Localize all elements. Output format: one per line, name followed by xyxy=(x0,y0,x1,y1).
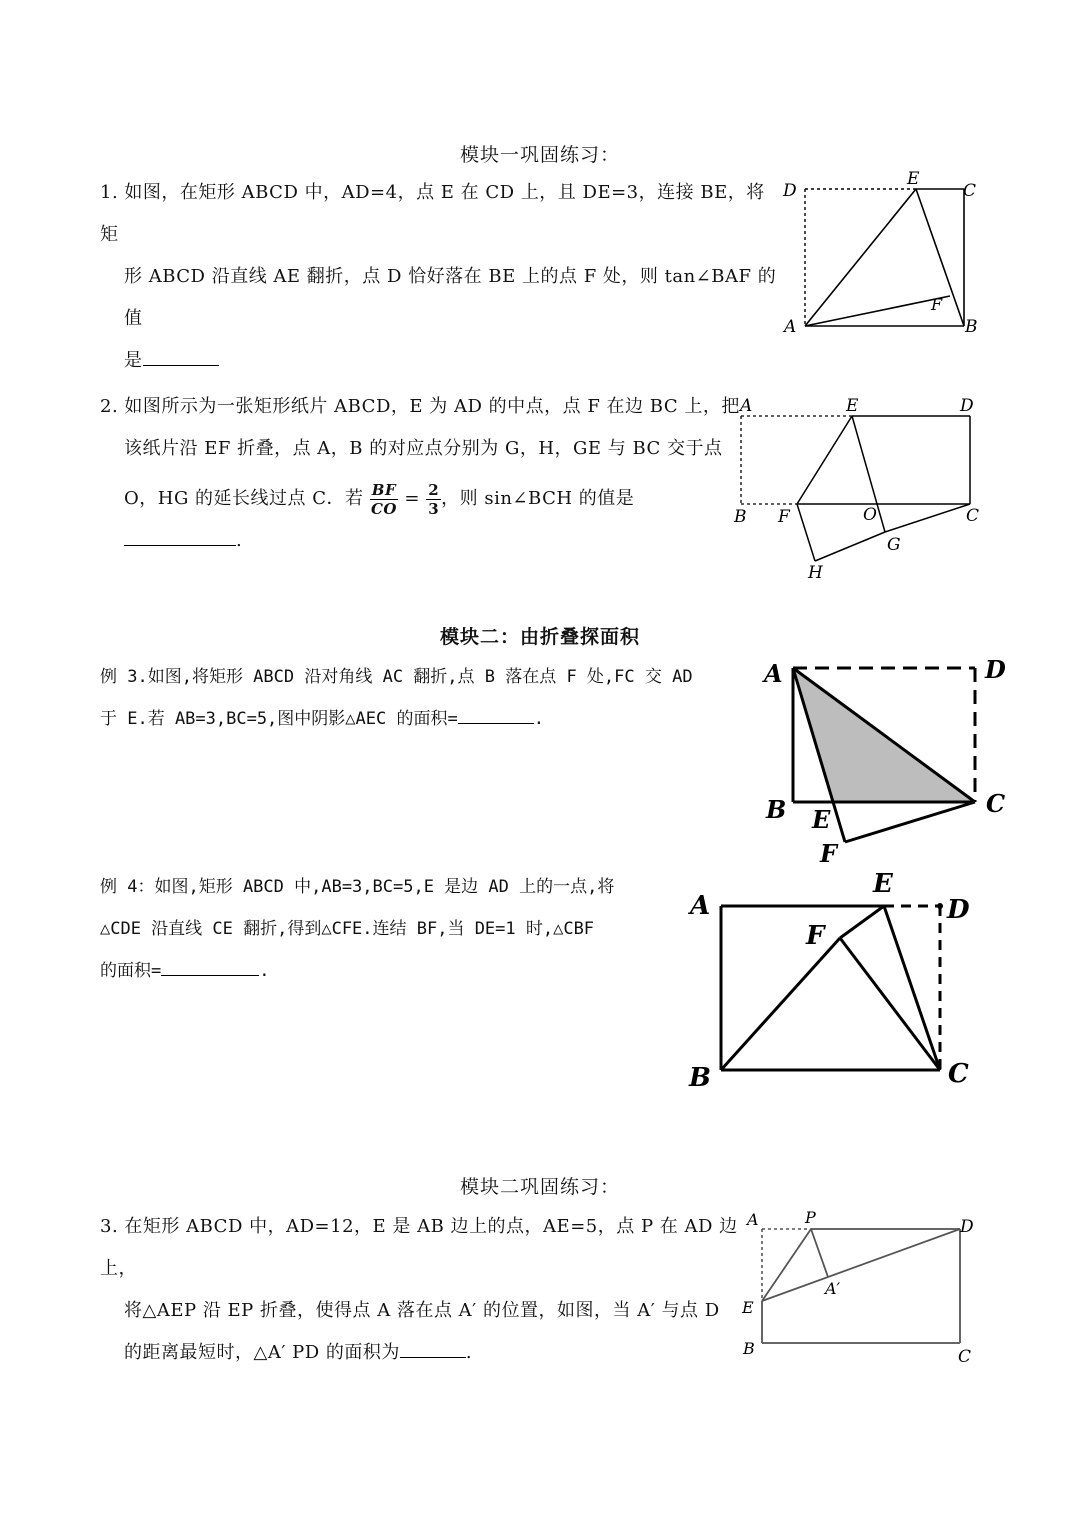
section-heading-consolidation-1: 模块一巩固练习： xyxy=(459,144,620,166)
question-2-line-3c: . xyxy=(236,530,243,551)
figure-question-1 xyxy=(778,168,998,338)
fig2-label-D: D xyxy=(960,396,974,416)
answer-blank-ex3[interactable] xyxy=(458,703,534,724)
fig4-label-C: C xyxy=(948,1059,969,1089)
fig3-label-E: E xyxy=(812,805,831,834)
figure-question-2 xyxy=(730,390,990,583)
fig5-label-P: P xyxy=(805,1208,816,1227)
fig5-label-B: B xyxy=(743,1339,755,1358)
question-3-line-1: 3. 在矩形 ABCD 中，AD=12，E 是 AB 边上的点，AE=5，点 P 在 AD 边上， xyxy=(100,1216,738,1279)
fig5-line-ED xyxy=(762,1229,960,1301)
question-2-line-1: 2. 如图所示为一张矩形纸片 ABCD，E 为 AD 的中点，点 F 在边 BC 上，把 xyxy=(100,396,740,417)
fig1-label-E: E xyxy=(907,169,920,189)
fig2-line-EF xyxy=(797,416,852,504)
answer-blank-q2[interactable] xyxy=(124,525,236,546)
fig2-label-A: A xyxy=(740,396,753,416)
figure-example-3 xyxy=(755,652,1015,867)
fig4-label-D: D xyxy=(947,895,970,925)
fig2-label-C: C xyxy=(966,506,980,526)
fraction-bf-over-co xyxy=(370,481,398,518)
section-heading-module-2: 模块二：由折叠探面积 xyxy=(439,626,640,648)
fig4-line-EC xyxy=(884,906,940,1070)
fig2-line-HG xyxy=(815,532,885,561)
example-3-line-2 xyxy=(100,698,760,740)
fig5-label-D: D xyxy=(960,1217,974,1237)
fraction-co: CO xyxy=(370,499,397,518)
example-3-line-1: 例 3.如图,将矩形 ABCD 沿对角线 AC 翻折,点 B 落在点 F 处,FC 交 AD xyxy=(100,667,693,687)
fig1-line-AE xyxy=(805,189,916,326)
fraction-2: 2 xyxy=(428,480,440,499)
question-1-line-2: 形 ABCD 沿直线 AE 翻折，点 D 恰好落在 BE 上的点 F 处，则 tan∠BAF 的值 xyxy=(124,266,777,329)
figure-question-3 xyxy=(740,1205,985,1365)
fig1-label-C: C xyxy=(963,181,977,201)
fig5-label-C: C xyxy=(958,1347,972,1367)
question-3-text xyxy=(100,1206,740,1374)
answer-blank-q1[interactable] xyxy=(143,345,219,366)
example-4-text xyxy=(100,866,680,992)
fig4-line-EF xyxy=(840,906,884,938)
example-4-line-1: 例 4：如图,矩形 ABCD 中,AB=3,BC=5,E 是边 AD 上的一点,将 xyxy=(100,877,615,897)
fig4-line-FC xyxy=(840,938,940,1070)
fig2-line-GC xyxy=(885,504,970,532)
fig1-label-A: A xyxy=(784,317,797,337)
fig4-label-B: B xyxy=(689,1063,711,1093)
question-1-line-3 xyxy=(100,340,780,382)
fig5-line-EP xyxy=(762,1229,811,1301)
fig3-label-D: D xyxy=(985,655,1006,684)
question-3-line-2: 将△AEP 沿 EP 折叠，使得点 A 落在点 A′ 的位置，如图，当 A′ 与点 D xyxy=(124,1300,720,1321)
answer-blank-ex4[interactable] xyxy=(161,955,259,976)
fig2-label-E: E xyxy=(846,396,859,416)
fig2-line-FH xyxy=(797,504,815,561)
example-3-text xyxy=(100,656,760,740)
question-2-line-3 xyxy=(100,478,740,562)
fig3-line-FC xyxy=(845,802,975,842)
example-4-line-3-text: 的面积= xyxy=(100,961,162,981)
fig1-line-AF xyxy=(805,296,950,326)
section-heading-consolidation-2: 模块二巩固练习： xyxy=(459,1176,620,1198)
fig3-label-A: A xyxy=(764,659,783,688)
fig1-label-D: D xyxy=(783,181,797,201)
fig3-label-C: C xyxy=(986,789,1006,818)
fig2-label-O: O xyxy=(863,505,877,525)
question-1-line-1: 1. 如图，在矩形 ABCD 中，AD=4，点 E 在 CD 上，且 DE=3，连接 BE，将矩 xyxy=(100,182,765,245)
example-4-line-3 xyxy=(100,950,680,992)
fig5-label-E: E xyxy=(742,1298,754,1317)
fig4-point-D xyxy=(937,903,943,909)
fig3-label-B: B xyxy=(766,795,787,824)
fig1-label-B: B xyxy=(965,317,978,337)
question-2-text xyxy=(100,386,740,562)
question-1-text xyxy=(100,172,780,382)
fig3-label-F: F xyxy=(820,839,838,868)
question-3-line-3 xyxy=(100,1332,740,1374)
fraction-3: 3 xyxy=(428,499,440,518)
fig2-label-H: H xyxy=(808,563,823,583)
fig4-label-E: E xyxy=(873,869,893,899)
fig4-label-A: A xyxy=(690,891,711,921)
question-2-line-3a: O，HG 的延长线过点 C．若 xyxy=(124,488,364,509)
example-4-line-2: △CDE 沿直线 CE 翻折,得到△CFE.连结 BF,当 DE=1 时,△CBF xyxy=(100,919,595,939)
example-4-line-3-end: . xyxy=(259,961,270,981)
fig5-label-A-prime: A′ xyxy=(825,1279,841,1298)
fig5-line-PA1 xyxy=(811,1229,828,1277)
fig4-line-BF xyxy=(721,938,840,1070)
fig2-label-G: G xyxy=(887,535,901,555)
fig1-label-F: F xyxy=(931,295,943,314)
question-2-line-3b: ，则 sin∠BCH 的值是 xyxy=(441,488,635,509)
fraction-2-over-3 xyxy=(426,481,441,518)
question-1-line-3-text: 是 xyxy=(124,350,143,371)
equals-sign: = xyxy=(404,488,420,509)
figure-example-4 xyxy=(685,866,995,1096)
example-3-line-2-text: 于 E.若 AB=3,BC=5,图中阴影△AEC 的面积= xyxy=(100,709,458,729)
question-3-line-3-text: 的距离最短时，△A′ PD 的面积为 xyxy=(124,1342,400,1363)
fig2-label-B: B xyxy=(734,507,747,527)
fig4-label-F: F xyxy=(806,921,825,951)
example-3-line-2-end: . xyxy=(533,709,544,729)
question-3-line-3-end: . xyxy=(465,1342,473,1363)
answer-blank-q3[interactable] xyxy=(400,1337,466,1358)
question-2-line-2: 该纸片沿 EF 折叠，点 A，B 的对应点分别为 G，H，GE 与 BC 交于点 xyxy=(124,438,723,459)
fraction-bf: BF xyxy=(371,480,397,499)
fig2-label-F: F xyxy=(778,507,790,527)
fig5-label-A: A xyxy=(747,1210,759,1229)
